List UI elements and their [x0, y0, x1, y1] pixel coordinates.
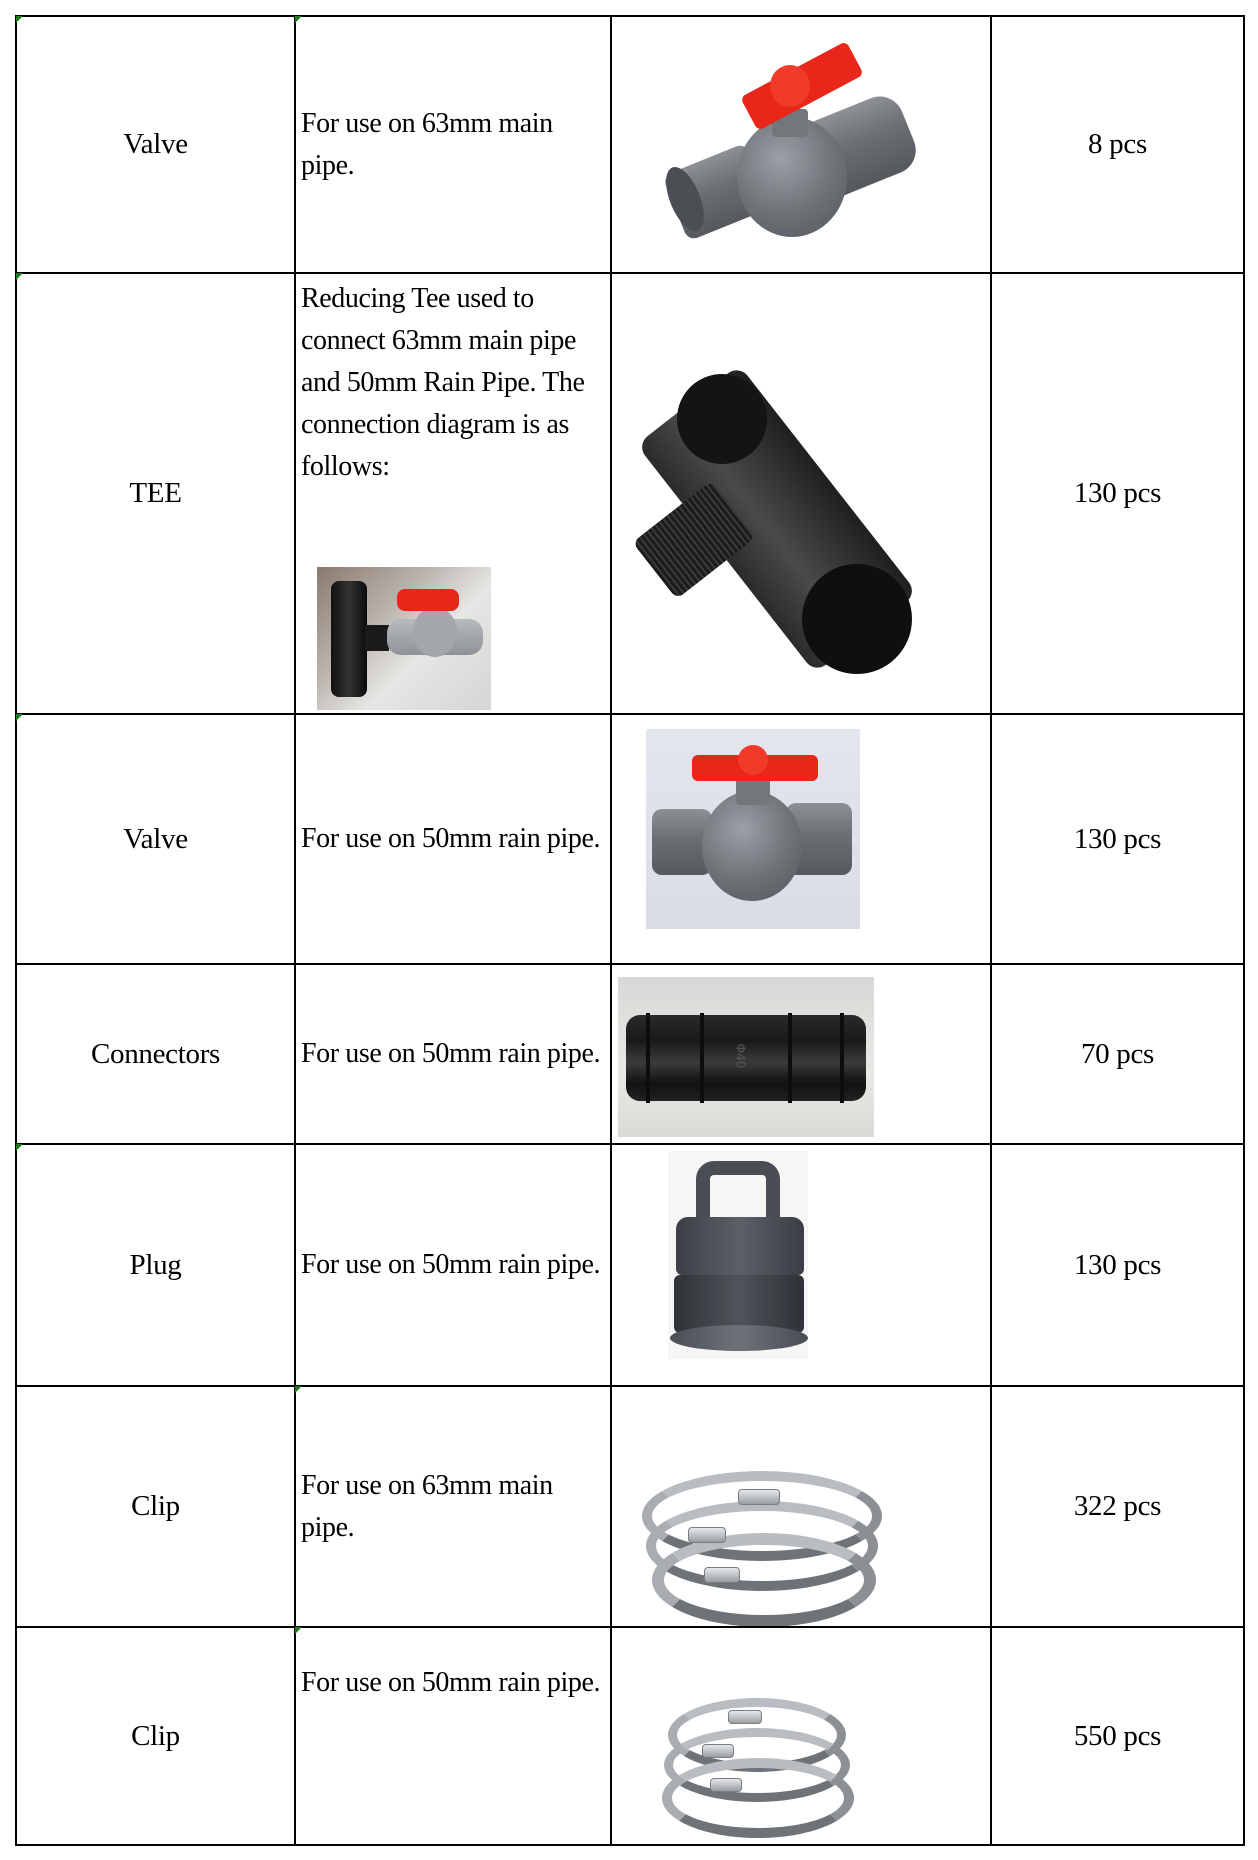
image-cell — [611, 1386, 991, 1627]
image-cell — [611, 1627, 991, 1845]
table-row — [16, 1144, 1244, 1386]
quantity-cell — [991, 1144, 1244, 1386]
table-row — [16, 1627, 1244, 1845]
item-description: For use on 50mm rain pipe. — [301, 1038, 601, 1069]
item-description: For use on 63mm main pipe. — [301, 107, 553, 181]
description-cell — [295, 1386, 611, 1627]
quantity-cell — [991, 273, 1244, 714]
table-row — [16, 964, 1244, 1144]
image-cell — [611, 964, 991, 1144]
hose-clamp-image — [658, 1698, 848, 1828]
item-description: For use on 50mm rain pipe. — [301, 1667, 601, 1698]
item-description: For use on 50mm rain pipe. — [301, 1249, 601, 1280]
item-name-cell — [16, 1627, 295, 1845]
description-cell — [295, 1627, 611, 1845]
item-name-cell — [16, 714, 295, 964]
item-name: Valve — [123, 822, 188, 855]
connector-image — [618, 977, 874, 1137]
table-row — [16, 16, 1244, 273]
item-name: Valve — [123, 128, 188, 160]
item-quantity: 322 pcs — [1073, 1490, 1162, 1522]
cell-marker-icon — [295, 16, 302, 23]
quantity-cell — [991, 964, 1244, 1144]
description-cell — [295, 964, 611, 1144]
item-name: Clip — [131, 1490, 180, 1522]
table-row — [16, 714, 1244, 964]
item-description: Reducing Tee used to connect 63mm main pipe and 50mm Rain Pipe. The connection diagram is as follows: — [301, 283, 585, 482]
quantity-cell — [991, 16, 1244, 273]
quantity-cell — [991, 1627, 1244, 1845]
quantity-cell — [991, 1386, 1244, 1627]
item-name-cell — [16, 1144, 295, 1386]
cell-marker-icon — [16, 16, 23, 23]
item-name: TEE — [129, 477, 182, 509]
item-quantity: 550 pcs — [1073, 1719, 1162, 1752]
reducing-tee-image — [632, 334, 972, 674]
cell-marker-icon — [16, 1144, 23, 1151]
description-cell — [295, 16, 611, 273]
item-quantity: 130 pcs — [1073, 477, 1162, 509]
item-name: Plug — [129, 1248, 182, 1281]
item-name-cell — [16, 1386, 295, 1627]
image-cell — [611, 16, 991, 273]
description-cell — [295, 273, 611, 714]
description-cell — [295, 714, 611, 964]
cell-marker-icon — [295, 1386, 302, 1393]
hose-clamp-image — [642, 1471, 872, 1621]
image-cell — [611, 273, 991, 714]
parts-table — [15, 15, 1245, 1846]
item-quantity: 70 pcs — [1080, 1037, 1155, 1070]
item-quantity: 130 pcs — [1073, 1248, 1162, 1281]
item-name: Connectors — [90, 1037, 221, 1070]
cell-marker-icon — [16, 714, 23, 721]
item-quantity: 130 pcs — [1073, 822, 1162, 855]
item-name: Clip — [131, 1719, 180, 1752]
image-cell — [611, 714, 991, 964]
connector-size-label: Φ40 — [733, 1043, 748, 1069]
item-description: For use on 50mm rain pipe. — [301, 823, 601, 854]
table-row — [16, 273, 1244, 714]
cell-marker-icon — [295, 1627, 302, 1634]
connection-diagram-image — [317, 567, 491, 710]
item-name-cell — [16, 273, 295, 714]
item-name-cell — [16, 16, 295, 273]
end-plug-image — [668, 1151, 808, 1359]
item-name-cell — [16, 964, 295, 1144]
ball-valve-image — [652, 47, 952, 247]
description-cell — [295, 1144, 611, 1386]
ball-valve-image — [646, 729, 860, 929]
quantity-cell — [991, 714, 1244, 964]
table-row — [16, 1386, 1244, 1627]
cell-marker-icon — [16, 273, 23, 280]
item-quantity: 8 pcs — [1088, 128, 1147, 160]
image-cell — [611, 1144, 991, 1386]
item-description: For use on 63mm main pipe. — [301, 1469, 553, 1543]
